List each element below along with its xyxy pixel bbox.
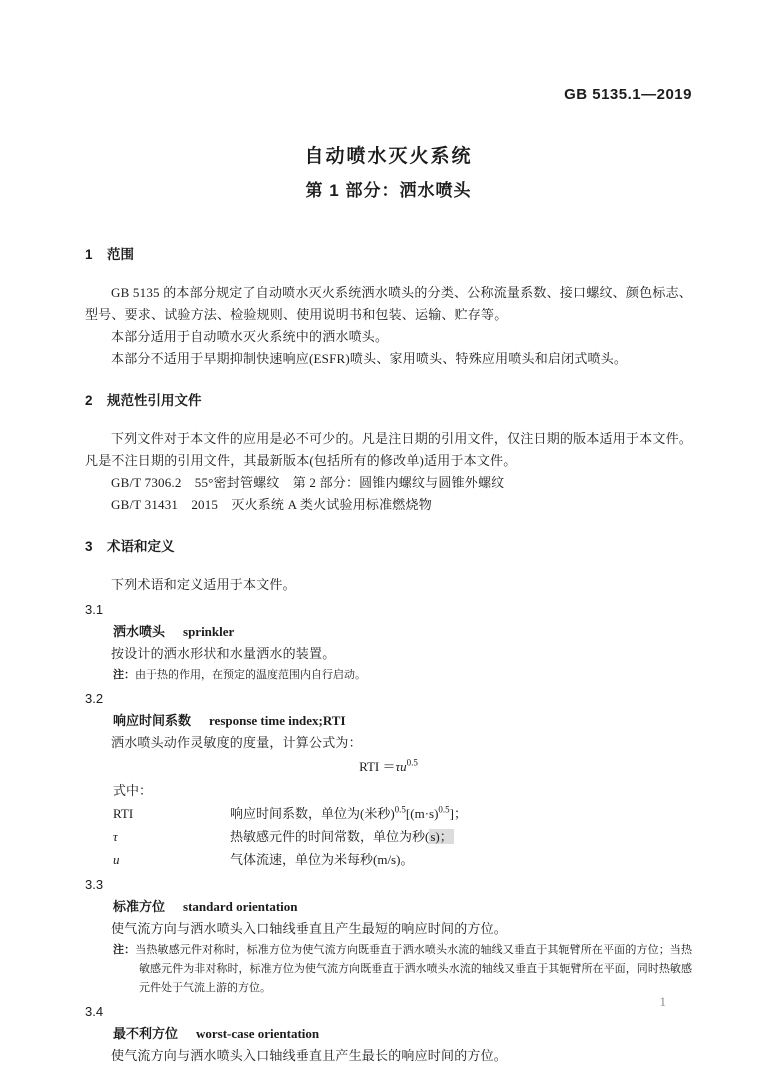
term-3-4-title (113, 1023, 692, 1045)
term-3-4-english: worst-case orientation (196, 1026, 320, 1041)
note-label: 注： (113, 944, 136, 956)
variable-rti-row (113, 802, 692, 825)
term-3-3-note (113, 941, 692, 998)
term-3-2-title (113, 710, 692, 732)
normative-reference-1: GB/T 7306.2 55°密封管螺纹 第 2 部分：圆锥内螺纹与圆锥外螺纹 (111, 475, 505, 490)
term-3-4-definition: 使气流方向与洒水喷头入口轴线垂直且产生最长的响应时间的方位。 (111, 1048, 508, 1063)
note-text: 当热敏感元件对称时，标准方位为使气流方向既垂直于洒水喷头水流的轴线又垂直于其轭臂所在平面的方位；当热敏感元件为非对称时，标准方位为使气流方向既垂直于洒水喷头水流的轴线又垂直于其轭臂所在平面，同时热敏感元件处于气流上游的方位。 (135, 944, 693, 994)
rti-formula (85, 756, 692, 778)
where-label: 式中： (113, 783, 153, 798)
term-3-1-chinese: 洒水喷头 (113, 624, 166, 639)
formula-variables: τu (395, 759, 407, 774)
variable-tau-symbol: τ (113, 829, 118, 844)
section-2-paragraph-1: 下列文件对于本文件的应用是必不可少的。凡是注日期的引用文件，仅注日期的版本适用于本文件。凡是不注日期的引用文件，其最新版本(包括所有的修改单)适用于本文件。 (85, 431, 692, 468)
term-3-1-number: 3.1 (85, 602, 104, 617)
formula-lhs: RTI ＝ (359, 759, 396, 774)
variable-rti-symbol: RTI (113, 806, 134, 821)
term-3-3-chinese: 标准方位 (113, 899, 166, 914)
term-3-3-english: standard orientation (183, 899, 298, 914)
variable-rti-description: 响应时间系数，单位为(米秒)$^{0.5}[(m\cdot s)^{0.5}]$； (230, 804, 468, 821)
term-3-2-number: 3.2 (85, 691, 104, 706)
term-3-4-chinese: 最不利方位 (113, 1026, 179, 1041)
section-3-intro: 下列术语和定义适用于本文件。 (111, 577, 296, 592)
term-3-1-english: sprinkler (183, 624, 235, 639)
term-3-4-number: 3.4 (85, 1004, 104, 1019)
variable-u-row (113, 848, 692, 871)
normative-reference-2: GB/T 31431 2015 灭火系统 A 类火试验用标准燃烧物 (111, 497, 432, 512)
section-1-paragraph-3: 本部分不适用于早期抑制快速响应(ESFR)喷头、家用喷头、特殊应用喷头和启闭式喷头。 (111, 351, 628, 366)
variable-tau-description: 热敏感元件的时间常数，单位为秒(s)； (230, 829, 453, 844)
section-3-title: 术语和定义 (107, 539, 175, 554)
section-1-title: 范围 (107, 247, 134, 262)
term-3-1-note (113, 666, 692, 685)
variable-u-description: 气体流速，单位为米每秒(m/s)。 (230, 852, 414, 867)
term-3-3-number: 3.3 (85, 877, 104, 892)
section-1-heading (85, 246, 692, 264)
where-label-row (113, 779, 692, 802)
term-3-2-definition: 洒水喷头动作灵敏度的度量，计算公式为： (111, 735, 362, 750)
section-1-number: 1 (85, 247, 93, 262)
section-1-paragraph-2: 本部分适用于自动喷水灭火系统中的洒水喷头。 (111, 329, 389, 344)
section-3-number: 3 (85, 539, 93, 554)
page-number: 1 (659, 994, 666, 1009)
section-2-title: 规范性引用文件 (107, 393, 202, 408)
term-3-1-title (113, 621, 692, 643)
note-label: 注： (113, 669, 135, 681)
variable-tau-row (113, 825, 692, 848)
scan-highlight: s)； (430, 829, 453, 844)
page-content (85, 0, 692, 1067)
section-3-heading (85, 538, 692, 556)
term-3-2-english: response time index;RTI (209, 713, 346, 728)
section-2-number: 2 (85, 393, 93, 408)
document-title: 自动喷水灭火系统 (304, 146, 473, 167)
note-text: 由于热的作用，在预定的温度范围内自行启动。 (135, 669, 366, 681)
variable-u-symbol: u (113, 852, 120, 867)
term-3-3-title (113, 896, 692, 918)
term-3-1-definition: 按设计的洒水形状和水量洒水的装置。 (111, 646, 336, 661)
formula-exponent: 0.5 (406, 757, 418, 768)
section-1-paragraph-1: GB 5135 的本部分规定了自动喷水灭火系统洒水喷头的分类、公称流量系数、接口螺纹、颜色标志、型号、要求、试验方法、检验规则、使用说明书和包装、运输、贮存等。 (85, 285, 692, 322)
term-3-2-chinese: 响应时间系数 (113, 713, 192, 728)
section-2-heading (85, 392, 692, 410)
document-subtitle: 第 1 部分：洒水喷头 (305, 181, 472, 200)
term-3-3-definition: 使气流方向与洒水喷头入口轴线垂直且产生最短的响应时间的方位。 (111, 921, 508, 936)
doc-number: GB 5135.1—2019 (564, 86, 692, 103)
